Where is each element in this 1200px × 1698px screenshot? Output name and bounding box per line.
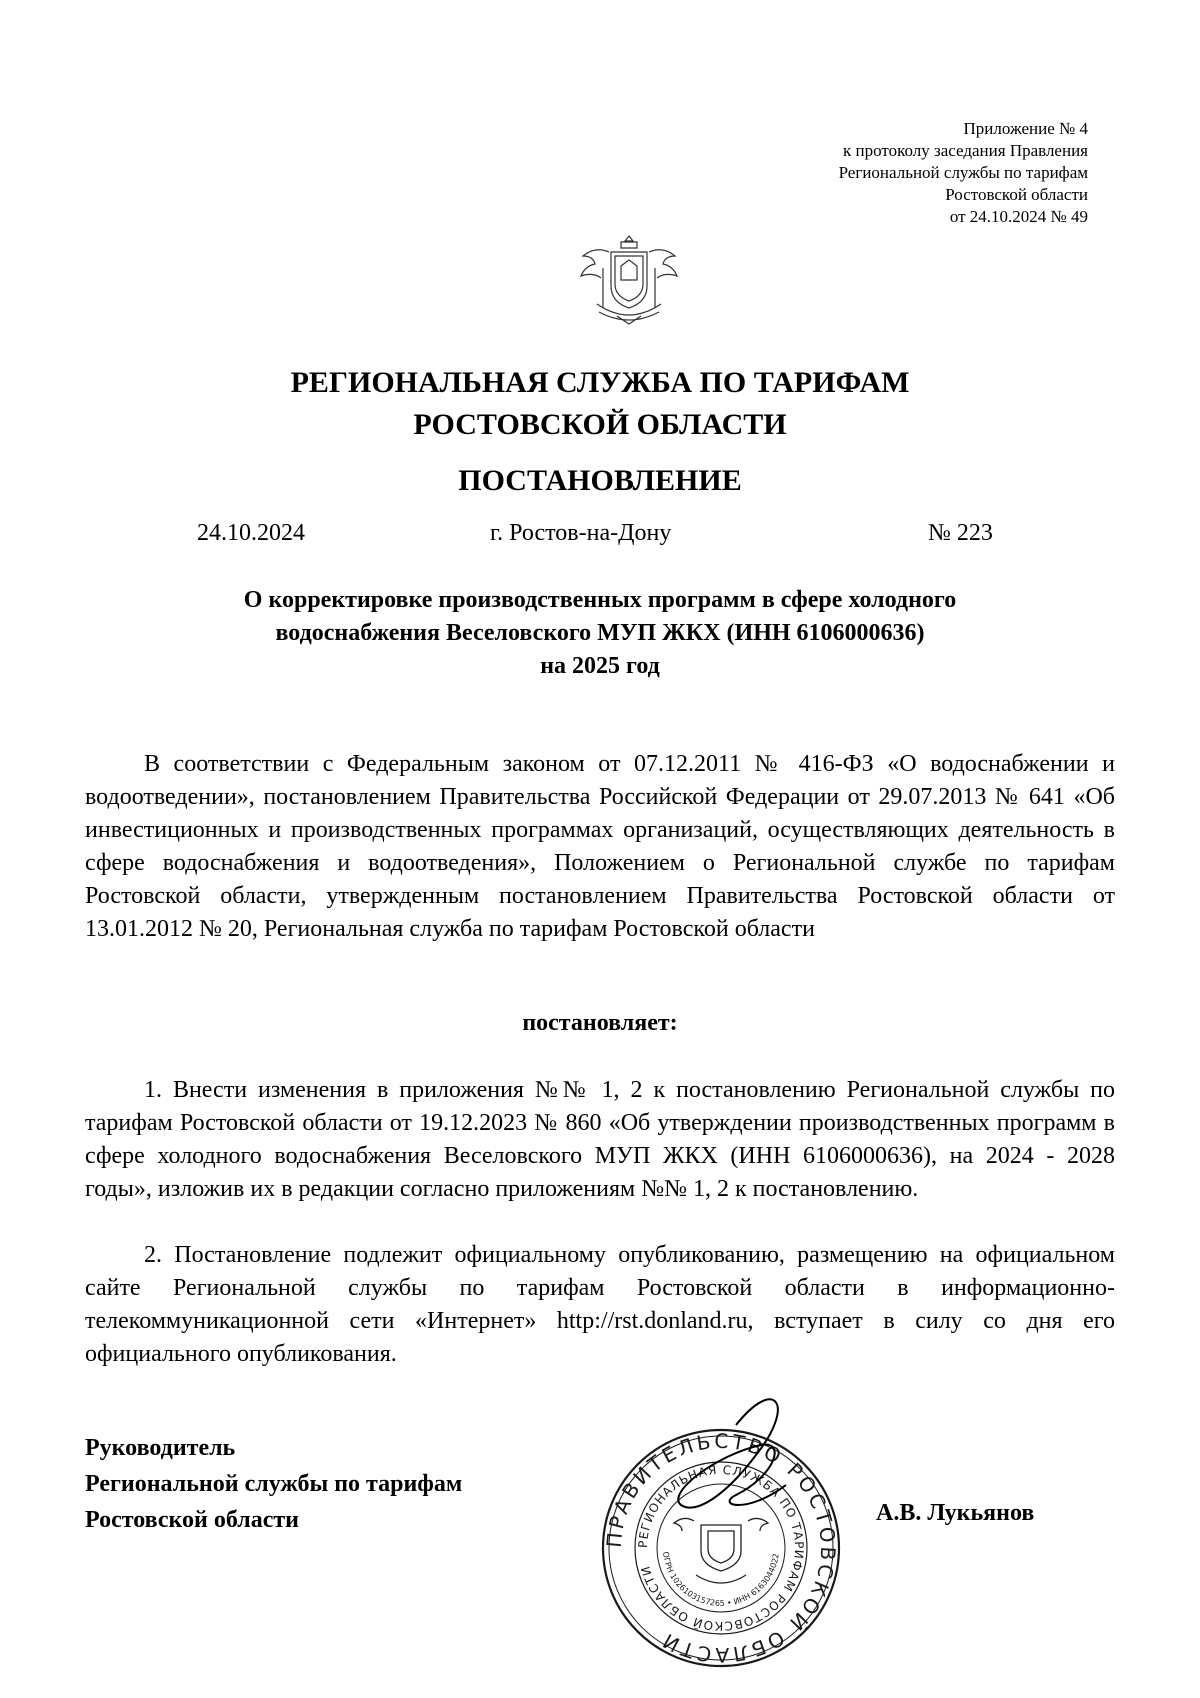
attachment-note [668,118,1088,228]
organization-title-line: РОСТОВСКОЙ ОБЛАСТИ [413,408,787,441]
document-subject [150,584,1050,683]
document-type: ПОСТАНОВЛЕНИЕ [458,464,742,497]
subject-line: водоснабжения Веселовского МУП ЖКХ (ИНН 6106000636) [275,620,925,646]
attachment-line: к протоколу заседания Правления [843,141,1088,160]
document-number: № 223 [928,520,993,546]
signer-name: А.В. Лукьянов [876,1500,1035,1526]
signer-position-line: Региональной службы по тарифам [85,1471,463,1497]
resolution-item-2: 2. Постановление подлежит официальному опубликованию, размещению на официальном сайте Региональной службы по тарифам Ростовской области в информационно-телекоммуникационной сети «Интернет» http://rst.donland.ru, вступает в силу со дня его официального опубликования. [85,1242,1115,1367]
subject-line: О корректировке производственных программ в сфере холодного [243,587,957,613]
signer-position [85,1430,462,1538]
document-city: г. Ростов-на-Дону [490,520,672,546]
official-seal-stamp [586,1385,856,1675]
legal-basis-paragraph: В соответствии с Федеральным законом от 07.12.2011 № 416-ФЗ «О водоснабжении и водоотведении», постановлением Правительства Российской Федерации от 29.07.2013 № 641 «Об инвестиционных и производственных программах организаций, осуществляющих деятельность в сфере водоснабжения и водоотведения», Положением о Региональной службе по тарифам Ростовской области, утвержденным постановлением Правительства Ростовской области от 13.01.2012 № 20, Региональная служба по тарифам Ростовской области [85,751,1115,942]
seal-inner-text: РЕГИОНАЛЬНАЯ СЛУЖБА ПО ТАРИФАМ РОСТОВСКОЙ ОБЛАСТИ [635,1462,807,1634]
attachment-line: Ростовской области [945,185,1088,204]
attachment-line: Региональной службы по тарифам [838,163,1088,182]
resolves-heading: постановляет: [522,1010,678,1036]
attachment-line: Приложение № 4 [963,119,1088,138]
coat-of-arms-icon [569,228,689,328]
document-date: 24.10.2024 [197,520,305,546]
signer-position-line: Ростовской области [85,1507,299,1533]
subject-line: на 2025 год [540,653,660,679]
organization-title [0,362,1200,446]
attachment-line: от 24.10.2024 № 49 [949,207,1088,226]
seal-ids-text: ОГРН 1026103157265 • ИНН 6163044022 [661,1551,781,1609]
signer-position-line: Руководитель [85,1435,236,1461]
seal-emblem-icon [674,1518,768,1583]
seal-outer-text: ПРАВИТЕЛЬСТВО РОСТОВСКОЙ ОБЛАСТИ [601,1428,841,1668]
organization-title-line: РЕГИОНАЛЬНАЯ СЛУЖБА ПО ТАРИФАМ [290,366,910,399]
resolution-item-1: 1. Внести изменения в приложения №№ 1, 2 к постановлению Региональной службы по тарифам Ростовской области от 19.12.2023 № 860 «Об утверждении производственных программ в сфере холодного водоснабжения Веселовского МУП ЖКХ (ИНН 6106000636), на 2024 - 2028 годы», изложив их в редакции согласно приложениям №№ 1, 2 к постановлению. [85,1077,1115,1202]
